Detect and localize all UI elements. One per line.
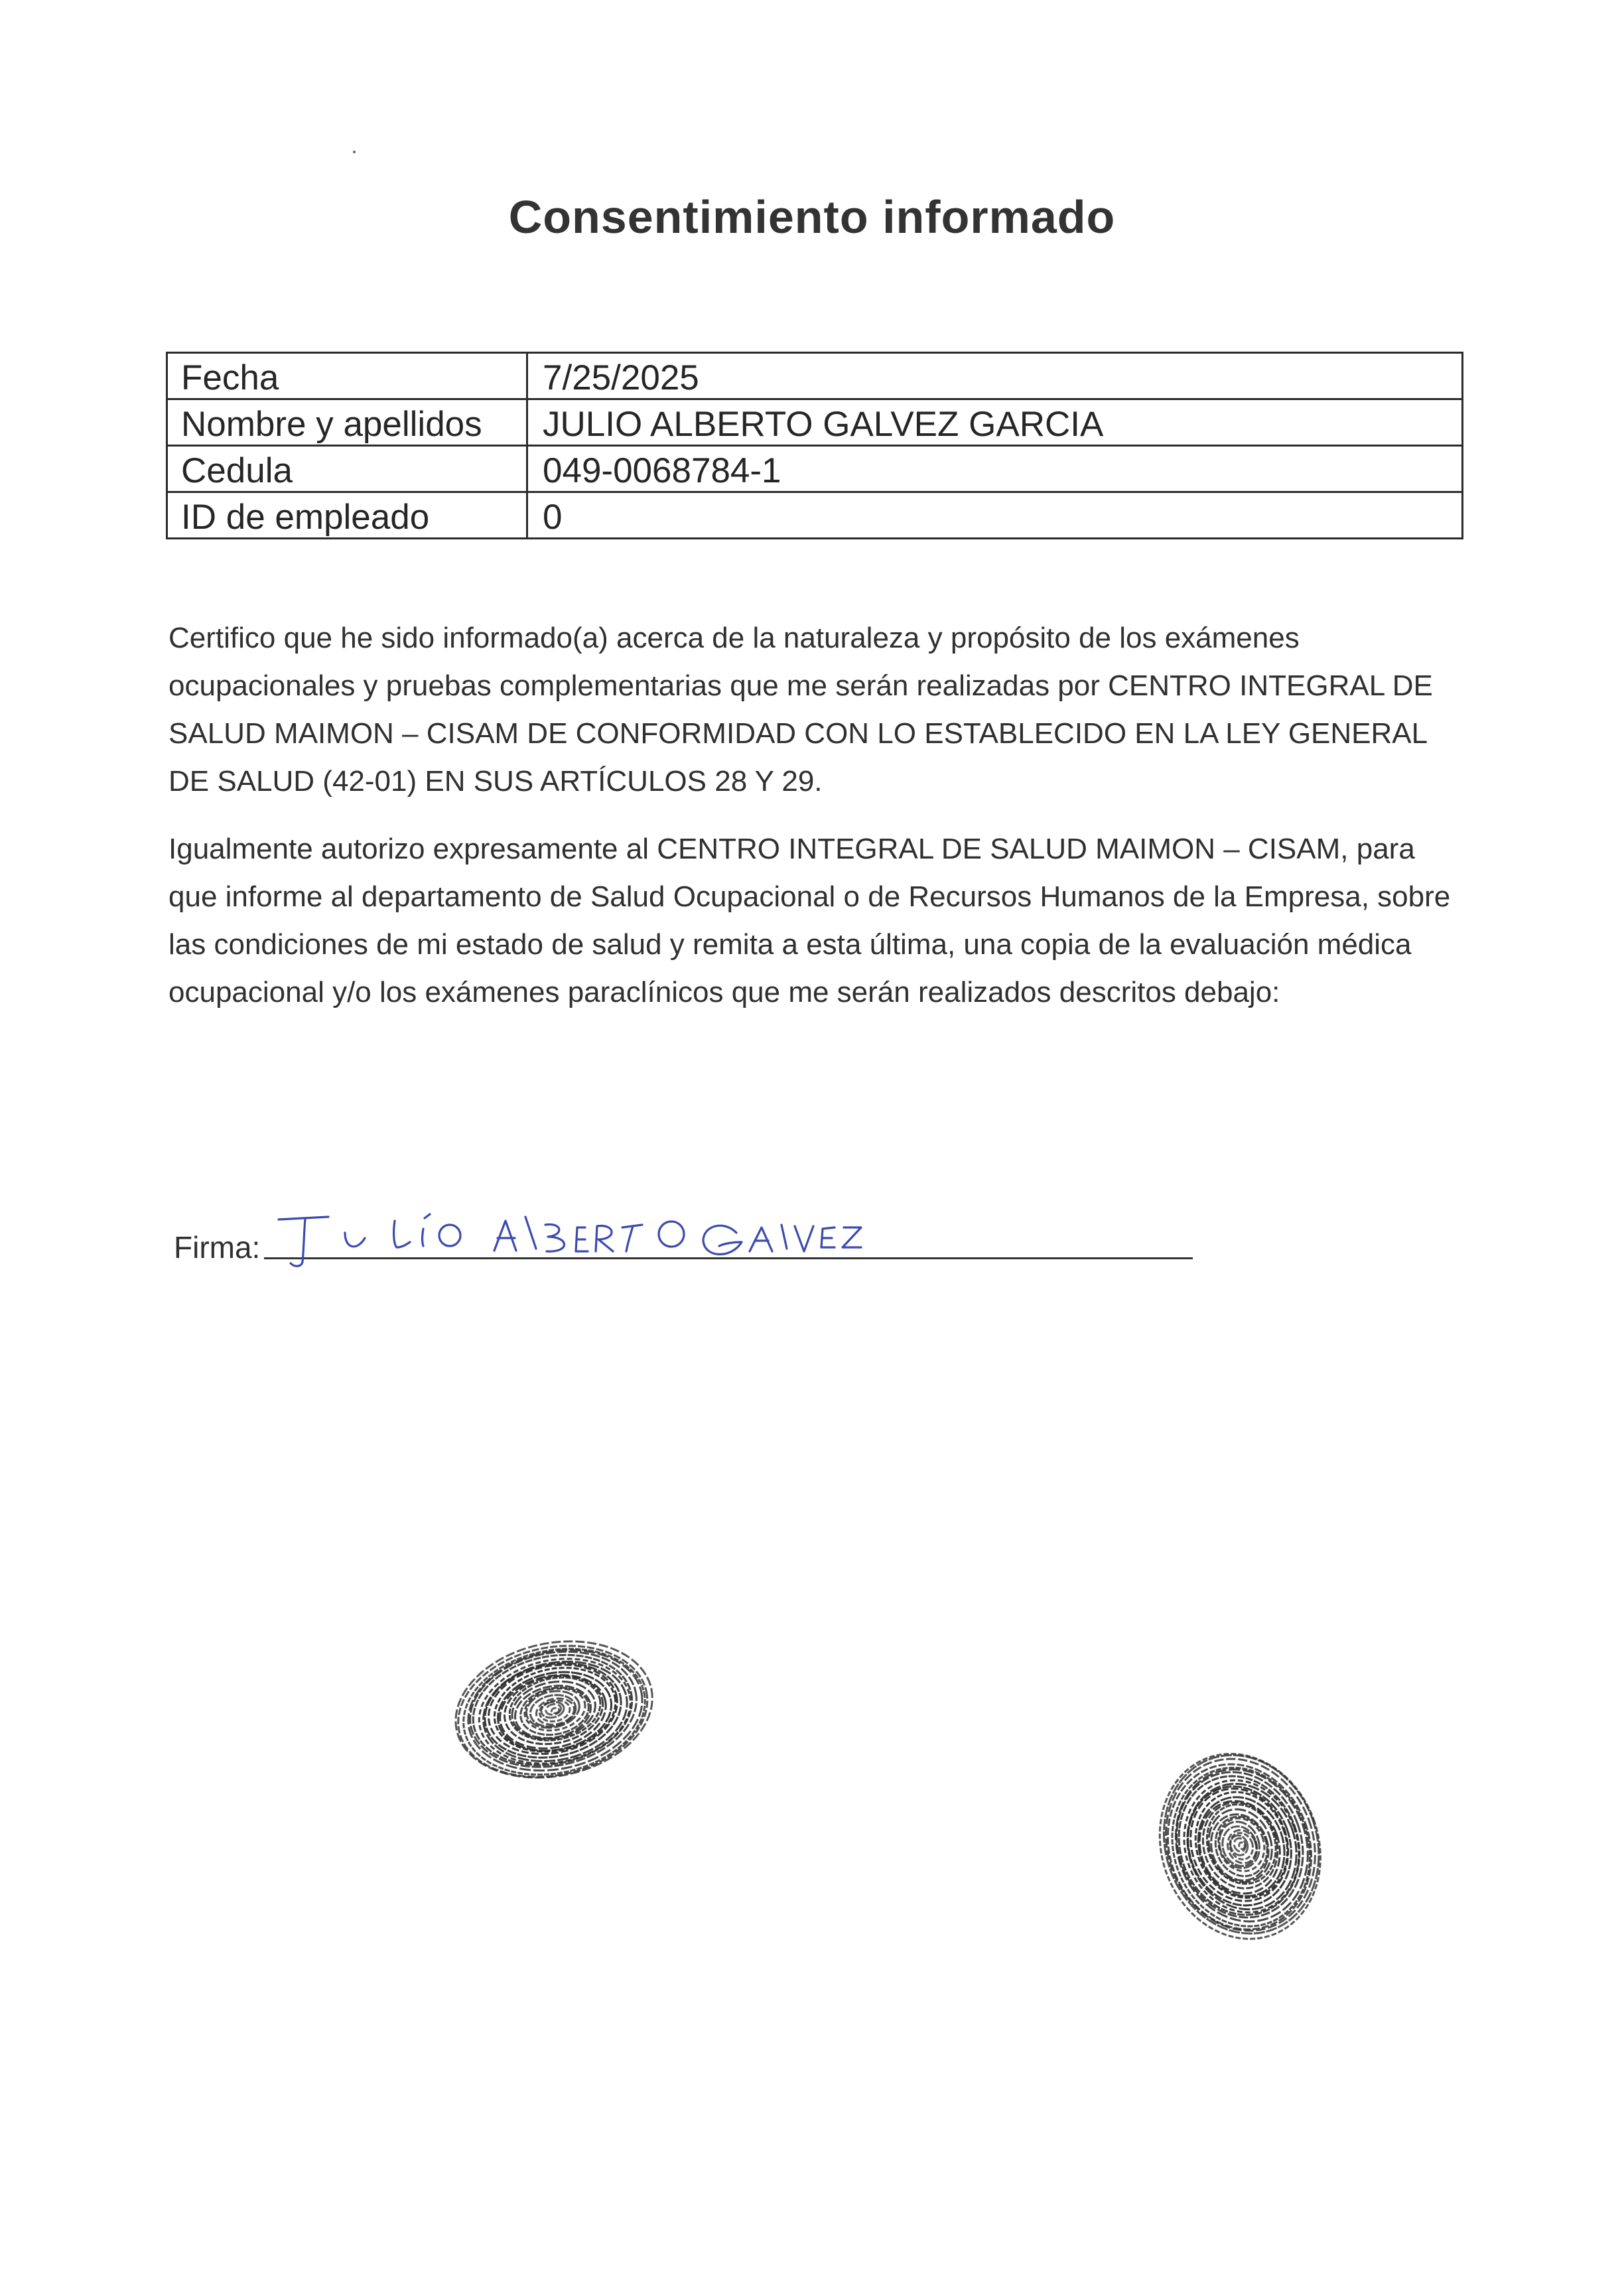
id-empleado-value: 0 — [527, 492, 1463, 539]
table-row-fecha — [167, 353, 1463, 399]
fecha-label: Fecha — [167, 353, 527, 399]
table-row-nombre — [167, 399, 1463, 446]
cedula-value: 049-0068784-1 — [527, 446, 1463, 492]
authorization-paragraph: Igualmente autorizo expresamente al CENTRO INTEGRAL DE SALUD MAIMON – CISAM, para que informe al departamento de Salud Ocupacional o de Recursos Humanos de la Empresa, sobre las condiciones de mi estado de salud y remita a esta última, una copia de la evaluación médica ocupacional y/o los exámenes paraclínicos que me serán realizados descritos debajo: — [169, 833, 1451, 1008]
fingerprint-left — [444, 1632, 657, 1791]
scan-speck — [353, 151, 356, 153]
handwritten-signature — [265, 1201, 962, 1274]
id-empleado-label: ID de empleado — [167, 492, 527, 539]
nombre-label: Nombre y apellidos — [167, 399, 527, 446]
cedula-label: Cedula — [167, 446, 527, 492]
fingerprint-ridge — [1139, 1733, 1343, 1955]
table-row-id-empleado — [167, 492, 1463, 539]
certification-paragraph: Certifico que he sido informado(a) acerca de la naturaleza y propósito de los exámenes ocupacionales y pruebas complementarias que me serán realizadas por CENTRO INTEGRAL DE SALUD MAIMON – CISAM DE CONFORMIDAD CON LO ESTABLECIDO EN LA LEY GENERAL DE SALUD (42-01) EN SUS ARTÍCULOS 28 Y 29. — [169, 622, 1433, 798]
info-table — [166, 352, 1463, 539]
fecha-value: 7/25/2025 — [527, 353, 1463, 399]
table-row-cedula — [167, 446, 1463, 492]
signature-label: Firma: — [174, 1230, 261, 1265]
nombre-value: JULIO ALBERTO GALVEZ GARCIA — [527, 399, 1463, 446]
fingerprint-right — [1141, 1745, 1340, 1944]
document-title: Consentimiento informado — [508, 191, 1116, 243]
